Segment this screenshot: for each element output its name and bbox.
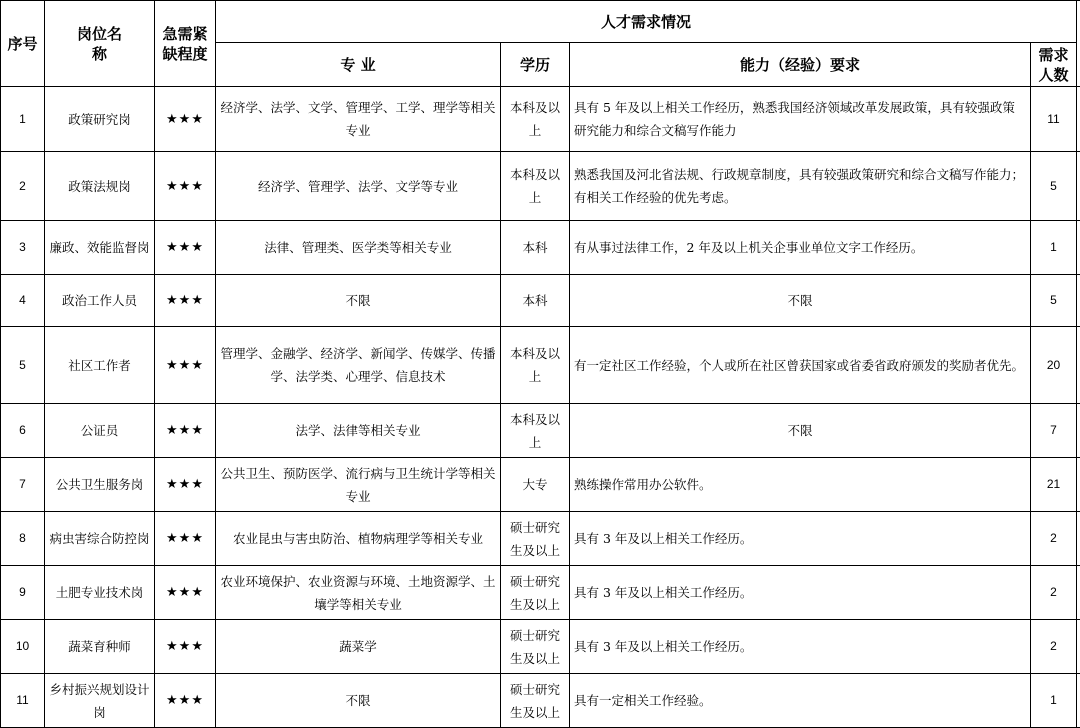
table-row bbox=[1, 674, 1080, 728]
row-education: 本科及以上 bbox=[501, 152, 570, 221]
table-row bbox=[1, 458, 1080, 512]
row-ability: 有一定社区工作经验，个人或所在社区曾获国家或省委省政府颁发的奖励者优先。 bbox=[570, 327, 1031, 404]
row-edge bbox=[1077, 620, 1080, 674]
row-seq: 4 bbox=[1, 275, 45, 327]
row-count: 1 bbox=[1031, 674, 1077, 728]
row-edge bbox=[1077, 674, 1080, 728]
row-edge bbox=[1077, 327, 1080, 404]
header-ability: 能力（经验）要求 bbox=[570, 43, 1031, 87]
header-seq: 序号 bbox=[1, 1, 45, 87]
row-count: 11 bbox=[1031, 87, 1077, 152]
row-seq: 5 bbox=[1, 327, 45, 404]
row-ability: 具有 5 年及以上相关工作经历，熟悉我国经济领域改革发展政策，具有较强政策研究能力和综合文稿写作能力 bbox=[570, 87, 1031, 152]
row-ability: 不限 bbox=[570, 275, 1031, 327]
row-major: 法学、法律等相关专业 bbox=[216, 404, 501, 458]
row-seq: 10 bbox=[1, 620, 45, 674]
row-major: 蔬菜学 bbox=[216, 620, 501, 674]
row-position: 廉政、效能监督岗 bbox=[45, 221, 155, 275]
header-education: 学历 bbox=[501, 43, 570, 87]
row-urgency-stars: ★★★ bbox=[155, 152, 216, 221]
row-edge bbox=[1077, 512, 1080, 566]
row-seq: 9 bbox=[1, 566, 45, 620]
row-ability: 具有 3 年及以上相关工作经历。 bbox=[570, 566, 1031, 620]
row-urgency-stars: ★★★ bbox=[155, 275, 216, 327]
row-education: 本科及以上 bbox=[501, 87, 570, 152]
row-position: 土肥专业技术岗 bbox=[45, 566, 155, 620]
row-seq: 8 bbox=[1, 512, 45, 566]
row-major: 农业昆虫与害虫防治、植物病理学等相关专业 bbox=[216, 512, 501, 566]
row-position: 社区工作者 bbox=[45, 327, 155, 404]
row-ability: 有从事过法律工作，2 年及以上机关企事业单位文字工作经历。 bbox=[570, 221, 1031, 275]
row-urgency-stars: ★★★ bbox=[155, 327, 216, 404]
table-row bbox=[1, 327, 1080, 404]
row-education: 大专 bbox=[501, 458, 570, 512]
row-major: 管理学、金融学、经济学、新闻学、传媒学、传播学、法学类、心理学、信息技术 bbox=[216, 327, 501, 404]
table-row bbox=[1, 152, 1080, 221]
row-edge bbox=[1077, 275, 1080, 327]
row-seq: 3 bbox=[1, 221, 45, 275]
row-ability: 不限 bbox=[570, 404, 1031, 458]
row-education: 本科 bbox=[501, 221, 570, 275]
row-education: 硕士研究生及以上 bbox=[501, 566, 570, 620]
row-position: 公证员 bbox=[45, 404, 155, 458]
row-education: 本科及以上 bbox=[501, 327, 570, 404]
row-seq: 6 bbox=[1, 404, 45, 458]
row-edge bbox=[1077, 458, 1080, 512]
row-urgency-stars: ★★★ bbox=[155, 87, 216, 152]
row-urgency-stars: ★★★ bbox=[155, 221, 216, 275]
row-seq: 2 bbox=[1, 152, 45, 221]
row-urgency-stars: ★★★ bbox=[155, 566, 216, 620]
row-count: 7 bbox=[1031, 404, 1077, 458]
row-urgency-stars: ★★★ bbox=[155, 404, 216, 458]
row-urgency-stars: ★★★ bbox=[155, 512, 216, 566]
row-seq: 1 bbox=[1, 87, 45, 152]
row-count: 21 bbox=[1031, 458, 1077, 512]
row-education: 硕士研究生及以上 bbox=[501, 512, 570, 566]
row-edge bbox=[1077, 566, 1080, 620]
row-education: 硕士研究生及以上 bbox=[501, 674, 570, 728]
table-row bbox=[1, 404, 1080, 458]
table-row bbox=[1, 620, 1080, 674]
row-count: 20 bbox=[1031, 327, 1077, 404]
row-seq: 7 bbox=[1, 458, 45, 512]
row-edge bbox=[1077, 152, 1080, 221]
row-education: 硕士研究生及以上 bbox=[501, 620, 570, 674]
row-urgency-stars: ★★★ bbox=[155, 674, 216, 728]
row-position: 政治工作人员 bbox=[45, 275, 155, 327]
row-position: 政策研究岗 bbox=[45, 87, 155, 152]
header-count: 需求人数 bbox=[1031, 43, 1077, 87]
row-position: 病虫害综合防控岗 bbox=[45, 512, 155, 566]
row-position: 蔬菜育种师 bbox=[45, 620, 155, 674]
row-seq: 11 bbox=[1, 674, 45, 728]
row-education: 本科及以上 bbox=[501, 404, 570, 458]
row-major: 经济学、管理学、法学、文学等专业 bbox=[216, 152, 501, 221]
row-ability: 熟练操作常用办公软件。 bbox=[570, 458, 1031, 512]
row-urgency-stars: ★★★ bbox=[155, 620, 216, 674]
row-education: 本科 bbox=[501, 275, 570, 327]
header-urgency: 急需紧缺程度 bbox=[155, 1, 216, 87]
row-count: 2 bbox=[1031, 566, 1077, 620]
table-row bbox=[1, 275, 1080, 327]
row-count: 2 bbox=[1031, 512, 1077, 566]
row-ability: 具有 3 年及以上相关工作经历。 bbox=[570, 620, 1031, 674]
row-urgency-stars: ★★★ bbox=[155, 458, 216, 512]
row-count: 5 bbox=[1031, 152, 1077, 221]
table-row bbox=[1, 87, 1080, 152]
row-major: 经济学、法学、文学、管理学、工学、理学等相关专业 bbox=[216, 87, 501, 152]
row-count: 1 bbox=[1031, 221, 1077, 275]
row-count: 2 bbox=[1031, 620, 1077, 674]
row-major: 公共卫生、预防医学、流行病与卫生统计学等相关专业 bbox=[216, 458, 501, 512]
row-major: 法律、管理类、医学类等相关专业 bbox=[216, 221, 501, 275]
row-ability: 具有 3 年及以上相关工作经历。 bbox=[570, 512, 1031, 566]
header-demand-group: 人才需求情况 bbox=[216, 1, 1077, 43]
row-position: 政策法规岗 bbox=[45, 152, 155, 221]
row-edge bbox=[1077, 404, 1080, 458]
row-major: 农业环境保护、农业资源与环境、土地资源学、土壤学等相关专业 bbox=[216, 566, 501, 620]
table-row bbox=[1, 221, 1080, 275]
row-edge bbox=[1077, 87, 1080, 152]
row-major: 不限 bbox=[216, 674, 501, 728]
row-count: 5 bbox=[1031, 275, 1077, 327]
header-edge bbox=[1077, 1, 1080, 87]
header-position: 岗位名称 bbox=[45, 1, 155, 87]
table-row bbox=[1, 512, 1080, 566]
header-major: 专 业 bbox=[216, 43, 501, 87]
table-row bbox=[1, 566, 1080, 620]
row-major: 不限 bbox=[216, 275, 501, 327]
row-position: 公共卫生服务岗 bbox=[45, 458, 155, 512]
row-position: 乡村振兴规划设计岗 bbox=[45, 674, 155, 728]
row-edge bbox=[1077, 221, 1080, 275]
row-ability: 熟悉我国及河北省法规、行政规章制度，具有较强政策研究和综合文稿写作能力；有相关工作经验的优先考虑。 bbox=[570, 152, 1031, 221]
row-ability: 具有一定相关工作经验。 bbox=[570, 674, 1031, 728]
